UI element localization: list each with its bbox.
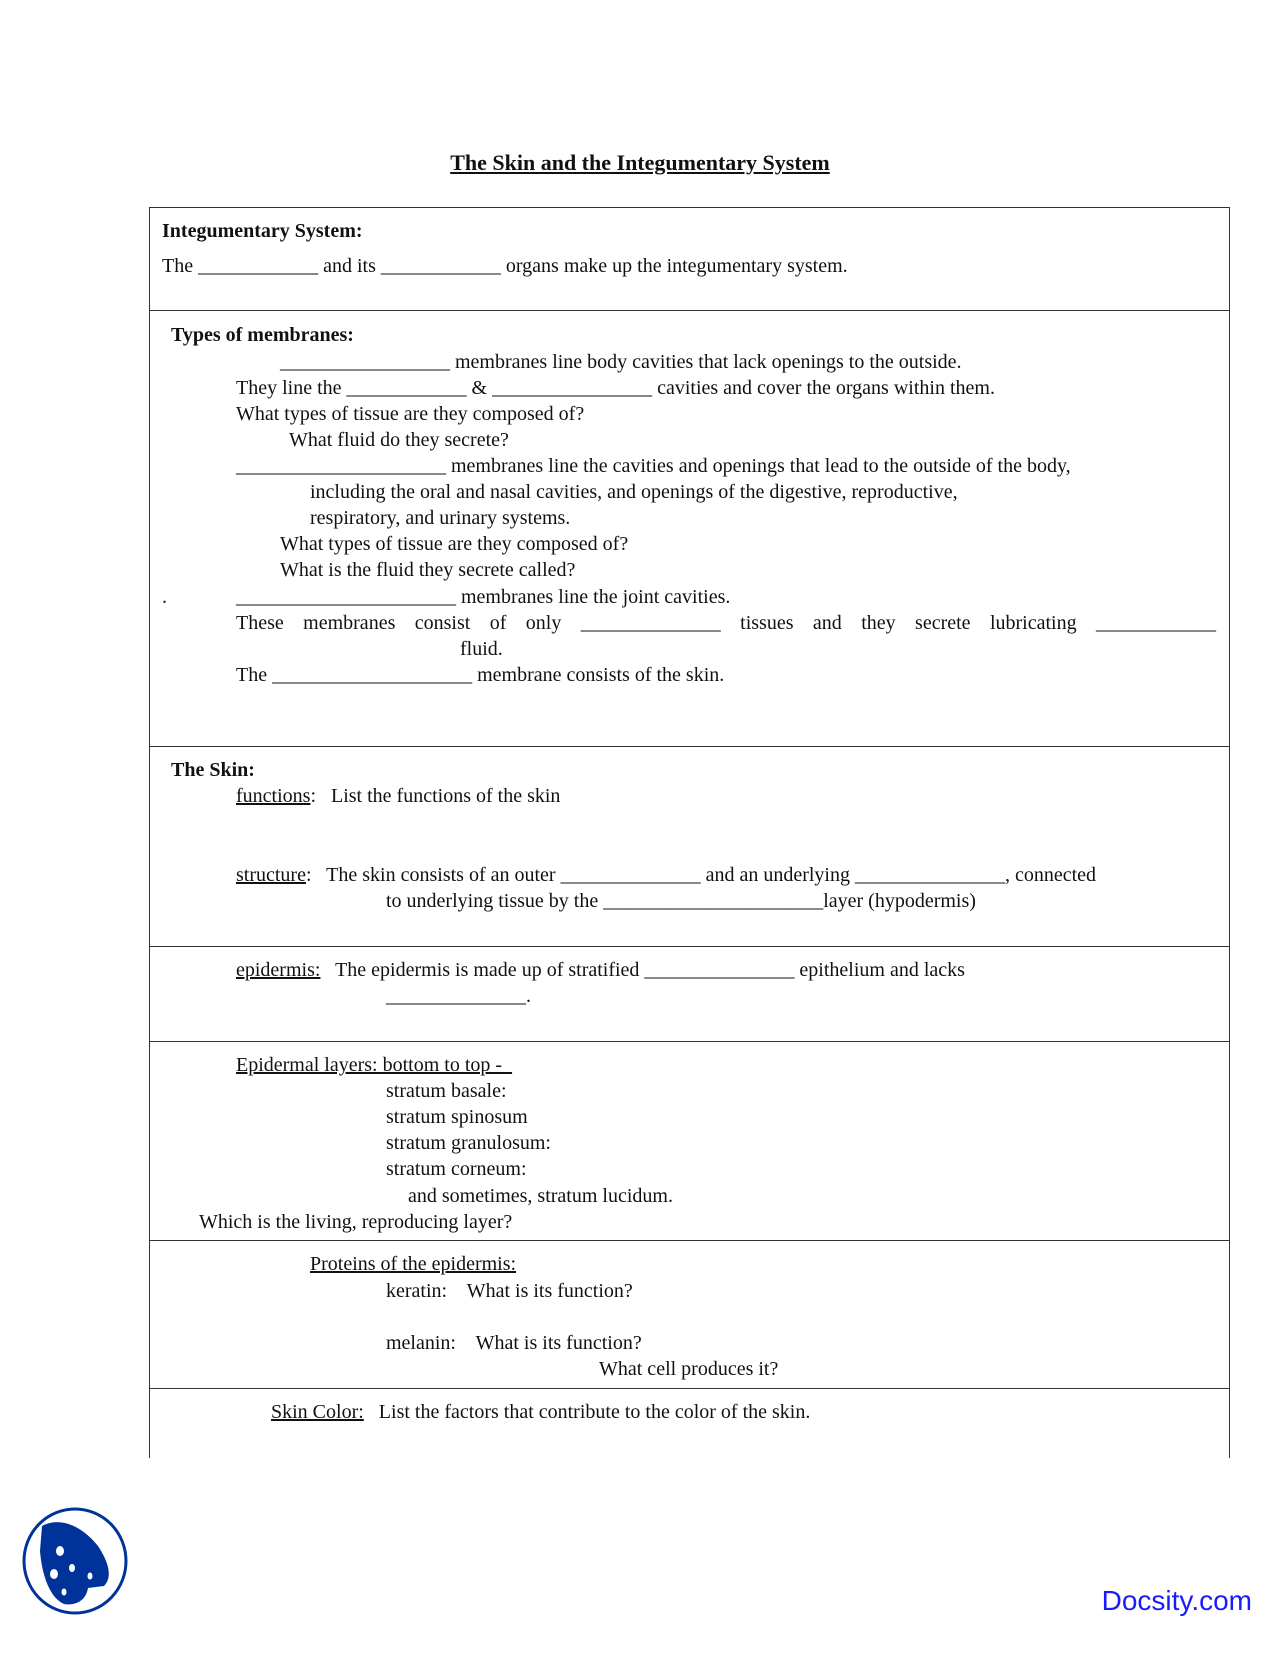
membrane-line: The ____________________ membrane consists of the skin. bbox=[236, 664, 725, 686]
structure-label: structure bbox=[236, 864, 306, 886]
skin-color-line bbox=[271, 1400, 810, 1424]
structure-line bbox=[236, 863, 1096, 887]
skin-color-label: Skin Color: bbox=[271, 1401, 364, 1423]
layer-item: stratum basale: bbox=[386, 1080, 507, 1102]
epidermis-label: epidermis: bbox=[236, 959, 321, 981]
skin-color-text: List the factors that contribute to the color of the skin. bbox=[363, 1401, 811, 1423]
membrane-line: What types of tissue are they composed of? bbox=[236, 403, 585, 425]
membrane-line: They line the ____________ & ________________ cavities and cover the organs within them. bbox=[236, 377, 995, 399]
table-border-top bbox=[149, 207, 1230, 208]
stray-dot: . bbox=[162, 586, 167, 608]
membrane-line: fluid. bbox=[460, 638, 503, 660]
page-title: The Skin and the Integumentary System bbox=[450, 150, 830, 175]
membrane-line: _________________ membranes line body cavities that lack openings to the outside. bbox=[280, 351, 962, 373]
membrane-line: _____________________ membranes line the cavities and openings that lead to the outside of the body, bbox=[236, 455, 1071, 477]
row-divider bbox=[149, 746, 1230, 747]
proteins-heading: Proteins of the epidermis: bbox=[310, 1253, 517, 1275]
section-heading-integumentary: Integumentary System: bbox=[162, 220, 363, 242]
membrane-line: What is the fluid they secrete called? bbox=[280, 559, 576, 581]
layer-item: stratum corneum: bbox=[386, 1158, 527, 1180]
layer-item: stratum spinosum bbox=[386, 1106, 528, 1128]
melanin-question: What cell produces it? bbox=[599, 1358, 779, 1380]
structure-line-2: to underlying tissue by the ______________________layer (hypodermis) bbox=[386, 890, 976, 912]
row-divider bbox=[149, 1041, 1230, 1042]
keratin-line: keratin: What is its function? bbox=[386, 1280, 633, 1302]
functions-text: : List the functions of the skin bbox=[310, 785, 561, 807]
table-border-left bbox=[149, 207, 150, 1458]
fill-in-line: The ____________ and its ____________ organs make up the integumentary system. bbox=[162, 255, 848, 277]
row-divider bbox=[149, 1388, 1230, 1389]
section-heading-membranes: Types of membranes: bbox=[171, 324, 354, 346]
membrane-line: These membranes consist of only ______________ tissues and they secrete lubricating ____________ bbox=[236, 612, 1216, 634]
membrane-line: including the oral and nasal cavities, and openings of the digestive, reproductive, bbox=[310, 481, 958, 503]
layer-extra: and sometimes, stratum lucidum. bbox=[408, 1185, 673, 1207]
functions-line bbox=[236, 784, 560, 808]
epidermis-text: The epidermis is made up of stratified _______________ epithelium and lacks bbox=[320, 959, 965, 981]
functions-label: functions bbox=[236, 785, 311, 807]
epidermis-line-2: ______________. bbox=[386, 985, 531, 1007]
structure-text: : The skin consists of an outer ______________ and an underlying _______________, connected bbox=[305, 864, 1097, 886]
layers-heading: Epidermal layers: bottom to top - bbox=[236, 1054, 513, 1076]
docsity-brand-link[interactable]: Docsity.com bbox=[1101, 1585, 1252, 1616]
section-heading-skin: The Skin: bbox=[171, 759, 255, 781]
membrane-line: respiratory, and urinary systems. bbox=[310, 507, 571, 529]
membrane-line: What fluid do they secrete? bbox=[289, 429, 509, 451]
melanin-line: melanin: What is its function? bbox=[386, 1332, 642, 1354]
row-divider bbox=[149, 310, 1230, 311]
layer-question: Which is the living, reproducing layer? bbox=[199, 1211, 513, 1233]
docsity-logo-icon bbox=[20, 1506, 130, 1616]
membrane-line: ______________________ membranes line the joint cavities. bbox=[236, 586, 731, 608]
table-border-right bbox=[1229, 207, 1230, 1458]
membrane-line: What types of tissue are they composed of? bbox=[280, 533, 629, 555]
row-divider bbox=[149, 1240, 1230, 1241]
row-divider bbox=[149, 946, 1230, 947]
epidermis-line bbox=[236, 958, 965, 982]
layer-item: stratum granulosum: bbox=[386, 1132, 551, 1154]
